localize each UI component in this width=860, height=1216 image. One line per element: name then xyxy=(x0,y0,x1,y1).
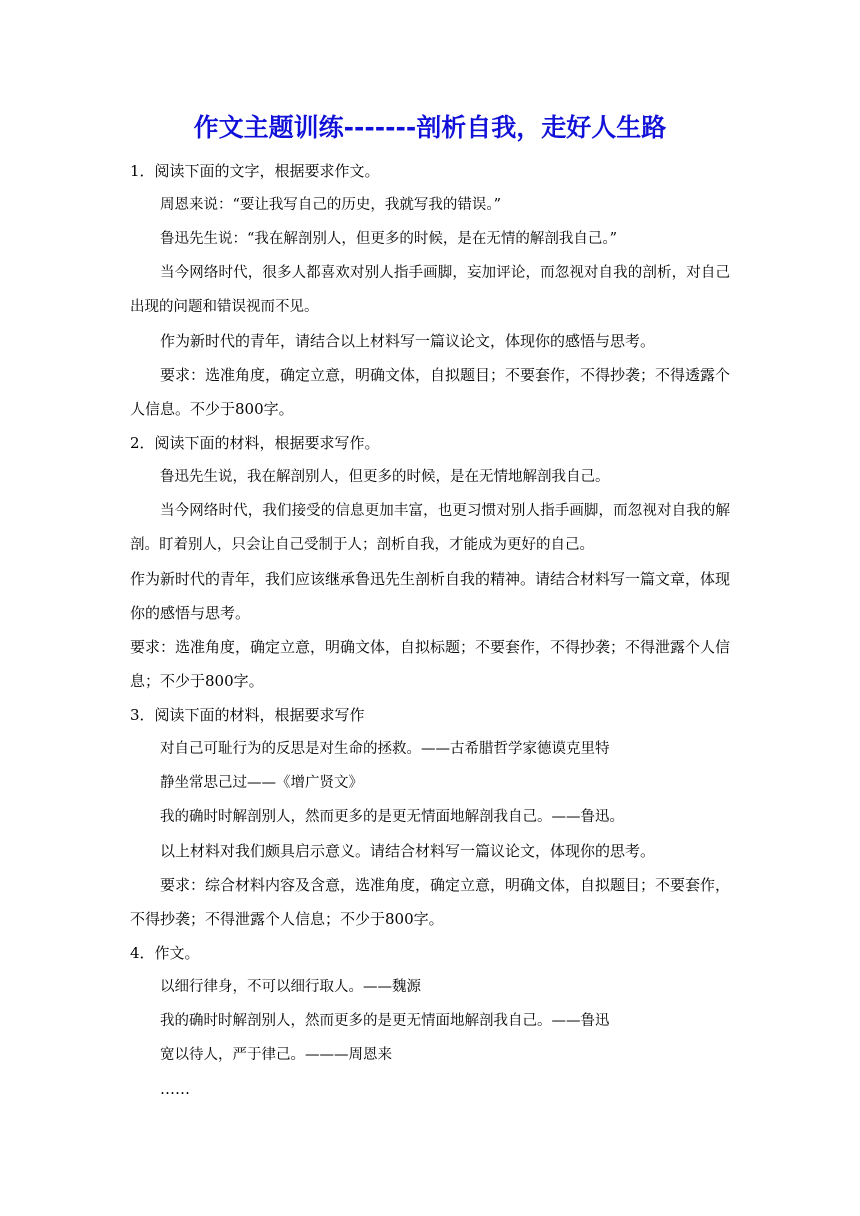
quote-paragraph: 周恩来说：“要让我写自己的历史，我就写我的错误。” xyxy=(160,197,502,213)
quote-paragraph: 宽以待人，严于律己。———周恩来 xyxy=(160,1047,392,1063)
material-paragraph: 当今网络时代，我们接受的信息更加丰富，也更习惯对别人指手画脚，而忽视对自我的解剖。盯着别人，只会让自己受制于人；剖析自我，才能成为更好的自己。 xyxy=(130,503,730,553)
quote-paragraph: 以细行律身，不可以细行取人。——魏源 xyxy=(160,979,421,995)
question-heading: 3．阅读下面的材料，根据要求写作 xyxy=(130,706,365,724)
quote-paragraph: 鲁迅先生说，我在解剖别人，但更多的时候，是在无情地解剖我自己。 xyxy=(160,469,610,485)
question-3 xyxy=(130,698,730,936)
quote-paragraph: 静坐常思己过——《增广贤文》 xyxy=(160,775,363,791)
question-2 xyxy=(130,426,730,698)
quote-paragraph: 对自己可耻行为的反思是对生命的拯救。——古希腊哲学家德谟克里特 xyxy=(160,741,610,757)
question-heading: 1．阅读下面的文字，根据要求作文。 xyxy=(130,162,380,180)
requirements-paragraph: 要求：选准角度，确定立意，明确文体，自拟题目；不要套作，不得抄袭；不得透露个人信息。不少于800字。 xyxy=(130,366,731,418)
question-4 xyxy=(130,936,730,1106)
task-paragraph: 作为新时代的青年，请结合以上材料写一篇议论文，体现你的感悟与思考。 xyxy=(160,332,656,350)
quote-paragraph: 我的确时时解剖别人，然而更多的是更无情面地解剖我自己。——鲁迅 xyxy=(160,1013,610,1029)
requirements-paragraph: 要求：选准角度，确定立意，明确文体，自拟标题；不要套作，不得抄袭；不得泄露个人信息；不少于800字。 xyxy=(130,638,731,690)
question-heading: 4．作文。 xyxy=(130,944,200,962)
requirements-paragraph: 要求：综合材料内容及含意，选准角度，确定立意，明确文体，自拟题目；不要套作，不得抄袭；不得泄露个人信息；不少于800字。 xyxy=(130,876,731,928)
page-title: 作文主题训练-------剖析自我，走好人生路 xyxy=(193,113,667,142)
quote-paragraph: 鲁迅先生说：“我在解剖别人，但更多的时候，是在无情的解剖我自己。” xyxy=(160,231,618,247)
document-body xyxy=(130,154,730,1106)
question-heading: 2．阅读下面的材料，根据要求写作。 xyxy=(130,434,380,452)
task-paragraph: 以上材料对我们颇具启示意义。请结合材料写一篇议论文，体现你的思考。 xyxy=(160,842,656,860)
material-paragraph: 当今网络时代，很多人都喜欢对别人指手画脚，妄加评论，而忽视对自我的剖析，对自己出现的问题和错误视而不见。 xyxy=(130,265,730,315)
quote-paragraph: 我的确时时解剖别人，然而更多的是更无情面地解剖我自己。——鲁迅。 xyxy=(160,809,624,825)
ellipsis: …… xyxy=(160,1080,190,1098)
question-1 xyxy=(130,154,730,426)
task-paragraph: 作为新时代的青年，我们应该继承鲁迅先生剖析自我的精神。请结合材料写一篇文章，体现你的感悟与思考。 xyxy=(130,570,731,622)
